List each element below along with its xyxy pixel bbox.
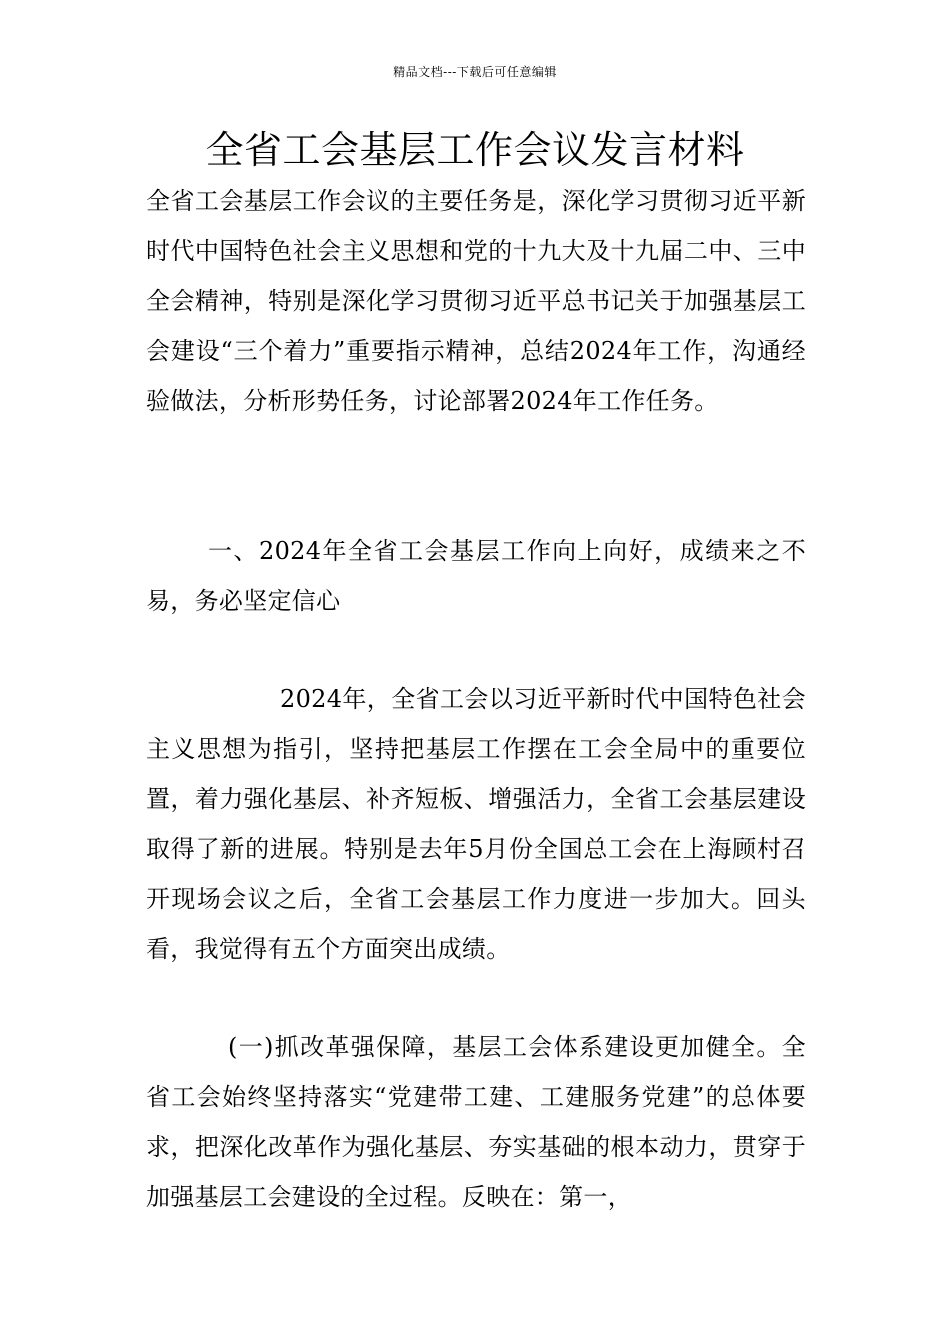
intro-paragraph: 全省工会基层工作会议的主要任务是，深化学习贯彻习近平新时代中国特色社会主义思想和党的十九大及十九届二中、三中全会精神，特别是深化学习贯彻习近平总书记关于加强基层工会建设“三个着力”重要指示精神，总结2024年工作，沟通经验做法，分析形势任务，讨论部署2024年工作任务。 <box>146 187 806 415</box>
section-heading-1: 一、2024年全省工会基层工作向上向好，成绩来之不易，务必坚定信心 <box>146 537 806 615</box>
paragraph-2024-summary: 2024年，全省工会以习近平新时代中国特色社会主义思想为指引，坚持把基层工作摆在工会全局中的重要位置，着力强化基层、补齐短板、增强活力，全省工会基层建设取得了新的进展。特别是去年5月份全国总工会在上海顾村召开现场会议之后，全省工会基层工作力度进一步加大。回头看，我觉得有五个方面突出成绩。 <box>146 685 806 963</box>
subsection-1-paragraph: (一)抓改革强保障，基层工会体系建设更加健全。全省工会始终坚持落实“党建带工建、工建服务党建”的总体要求，把深化改革作为强化基层、夯实基础的根本动力，贯穿于加强基层工会建设的全过程。反映在：第一， <box>146 1033 806 1211</box>
document-title: 全省工会基层工作会议发言材料 <box>205 128 745 172</box>
document-header-note: 精品文档---下载后可任意编辑 <box>393 65 557 79</box>
